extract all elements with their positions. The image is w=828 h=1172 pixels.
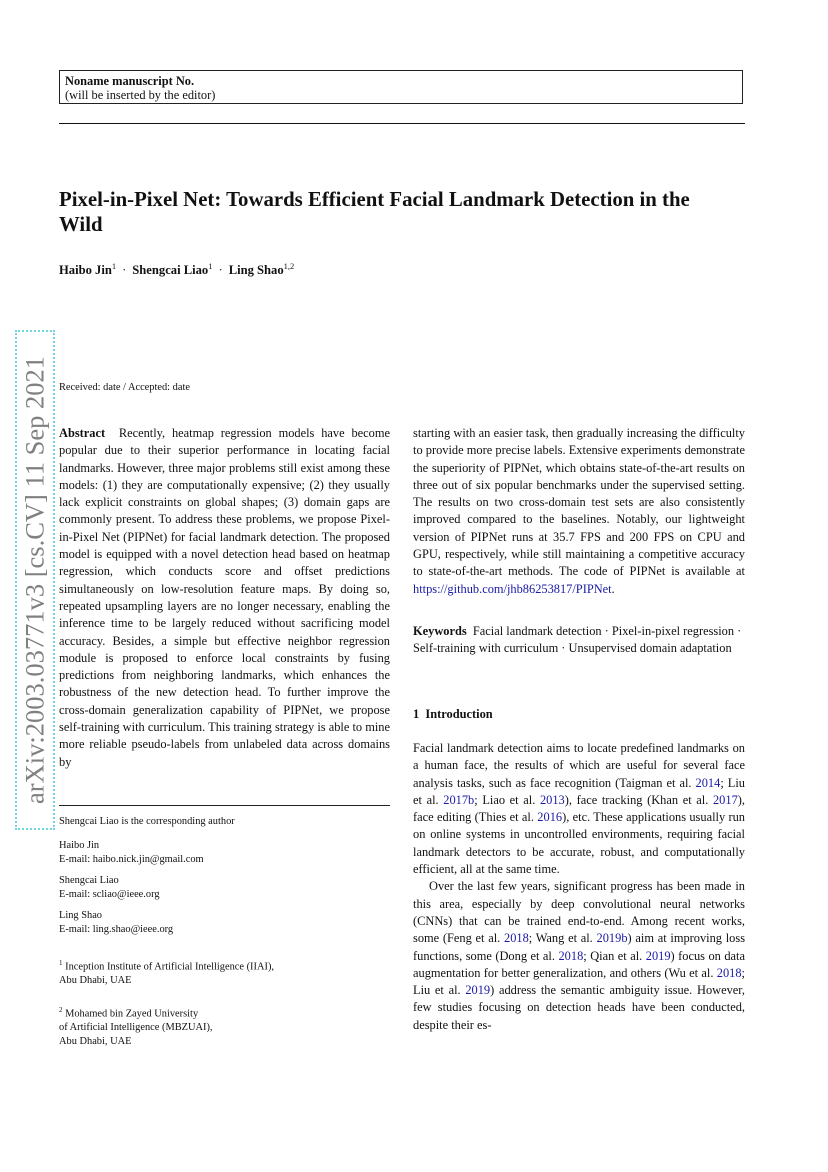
intro-text: ) focus on data augmentation for better generalization, and others (Wu et al. [413, 948, 745, 980]
author-name: Shengcai Liao [132, 263, 209, 278]
citation-link[interactable]: 2016 [537, 810, 563, 825]
intro-text: ; Liu et al. [413, 775, 746, 807]
abstract-end: . [611, 581, 615, 596]
intro-text: ), face editing (Thies et al. [413, 792, 745, 825]
title-line-1: Pixel-in-Pixel Net: Towards Efficient Facial Landmark Detection in the [59, 188, 690, 211]
intro-text: ) aim at improving loss functions, some (Dong et al. [413, 931, 746, 963]
abstract-continued [413, 425, 745, 598]
affiliation-line: Abu Dhabi, UAE [59, 975, 132, 987]
author-separator: · [218, 263, 223, 278]
introduction-body [413, 740, 745, 1034]
section-number: 1 [413, 707, 420, 721]
header-rule [59, 123, 745, 124]
abstract-continued-text: starting with an easier task, then gradually increasing the difficulty to provide more precise labels. Extensive experiments demonstrate the superiority of PIPNet, which obtains state-of-the-art results on three out of six popular benchmarks under the supervised setting. The results on two cross-domain test sets are also consistently improved compared to the baselines. Notably, our lightweight version of PIPNet runs at 35.7 FPS and 200 FPS on CPU and GPU, respectively, while still maintaining a competitive accuracy to state-of-the-art methods. The code of PIPNet is available at [413, 426, 745, 579]
affiliation-2 [59, 1004, 390, 1049]
author-contact [59, 874, 390, 902]
author-contact [59, 909, 390, 937]
intro-text: ; Qian et al. [583, 948, 646, 963]
affiliation-1 [59, 957, 390, 988]
section-heading [413, 707, 493, 722]
citation-link[interactable]: 2014 [695, 775, 721, 790]
citation-link[interactable]: 2018 [504, 931, 529, 946]
citation-link[interactable]: 2019 [465, 983, 491, 998]
author-contact [59, 839, 390, 867]
intro-paragraph-2 [413, 878, 745, 1034]
contact-name: Shengcai Liao [59, 875, 119, 886]
citation-link[interactable]: 2019b [596, 931, 628, 946]
keywords-heading: Keywords [413, 624, 467, 638]
paper-title [59, 187, 749, 237]
intro-text: ; Wang et al. [528, 931, 597, 946]
intro-text: ) address the semantic ambiguity issue. However, few studies focusing on detection heads have been conducted, despite their es- [413, 983, 746, 1032]
citation-link[interactable]: 2018 [716, 965, 742, 980]
section-title: Introduction [425, 707, 493, 721]
contact-name: Ling Shao [59, 910, 103, 921]
contact-email[interactable]: E-mail: ling.shao@ieee.org [59, 923, 174, 935]
footnote-rule [59, 805, 390, 806]
manuscript-box [59, 70, 743, 104]
contact-email[interactable]: E-mail: scliao@ieee.org [59, 888, 160, 900]
affiliation-marker: 1 [59, 959, 63, 967]
abstract-block [59, 425, 390, 771]
author-affiliation: 1 [208, 261, 213, 271]
intro-text: ; Liao et al. [474, 792, 540, 807]
citation-link[interactable]: 2018 [558, 948, 584, 963]
intro-text: ; Liu et al. [413, 965, 745, 998]
received-date: Received: date / Accepted: date [59, 382, 190, 393]
author-affiliation: 1,2 [283, 261, 295, 271]
intro-paragraph-1 [413, 740, 745, 878]
author-separator: · [122, 263, 127, 278]
intro-text: ), face tracking (Khan et al. [564, 792, 713, 807]
author-affiliation: 1 [111, 261, 117, 271]
affiliation-line: Inception Institute of Artificial Intelligence (IIAI), [65, 961, 274, 973]
citation-link[interactable]: 2019 [645, 948, 671, 963]
author-name: Ling Shao [228, 263, 284, 278]
affiliation-line: Abu Dhabi, UAE [59, 1036, 132, 1048]
affiliation-marker: 2 [59, 1006, 63, 1014]
contact-email[interactable]: E-mail: haibo.nick.jin@gmail.com [59, 853, 204, 865]
corresponding-note: Shengcai Liao is the corresponding author [59, 816, 235, 827]
affiliation-line: Mohamed bin Zayed University [65, 1008, 199, 1020]
citation-link[interactable]: 2013 [539, 792, 565, 807]
intro-text: ), etc. These applications usually run on online systems in uncontrolled environments, requiring facial landmark detectors to be accurate, robust, and computationally efficient, all at the same time. [413, 810, 745, 877]
arxiv-identifier[interactable]: arXiv:2003.03771v3 [cs.CV] 11 Sep 2021 [19, 355, 50, 805]
code-link[interactable]: https://github.com/jhb86253817/PIPNet [413, 581, 612, 596]
author-name: Haibo Jin [59, 263, 112, 278]
intro-text: Facial landmark detection aims to locate predefined landmarks on a human face, the results of which are useful for several face analysis tasks, such as face recognition (Taigman et al. [413, 741, 745, 790]
citation-link[interactable]: 2017 [712, 792, 738, 807]
abstract-text: Recently, heatmap regression models have become popular due to their superior performance in locating facial landmarks. However, three major problems still exist among these models: (1) they are computationally expensive; (2) they usually lack explicit constraints on global shapes; (3) domain gaps are commonly present. To address these problems, we propose Pixel-in-Pixel Net (PIPNet) for facial landmark detection. The proposed model is equipped with a novel detection head based on heatmap regression, which conducts score and offset predictions simultaneously on low-resolution feature maps. By doing so, repeated upsampling layers are no longer necessary, enabling the inference time to be largely reduced without sacrificing model accuracy. Besides, a simple but effective neighbor regression module is proposed to enforce local constraints by fusing predictions from neighboring landmarks, which enhances the robustness of the new detection head. To further improve the cross-domain generalization capability of PIPNet, we propose self-training with curriculum. This training strategy is able to mine more reliable pseudo-labels from unlabeled data across domains by [59, 426, 390, 769]
affiliation-line: of Artificial Intelligence (MBZUAI), [59, 1022, 213, 1034]
citation-link[interactable]: 2017b [443, 792, 475, 807]
intro-text: Over the last few years, significant progress has been made in this area, especially by deep convolutional neural networks (CNNs) that can be trained end-to-end. Among recent works, some (Feng et al. [413, 879, 745, 946]
manuscript-note: (will be inserted by the editor) [65, 88, 216, 102]
keywords-text: Facial landmark detection · Pixel-in-pixel regression · Self-training with curriculum · Unsupervised domain adaptation [413, 624, 742, 656]
abstract-heading: Abstract [59, 426, 106, 440]
manuscript-label: Noname manuscript No. [65, 74, 195, 88]
keywords-block [413, 623, 745, 658]
author-list [59, 261, 294, 278]
title-line-2: Wild [59, 213, 103, 236]
contact-name: Haibo Jin [59, 840, 100, 851]
arxiv-stamp[interactable] [15, 330, 55, 830]
